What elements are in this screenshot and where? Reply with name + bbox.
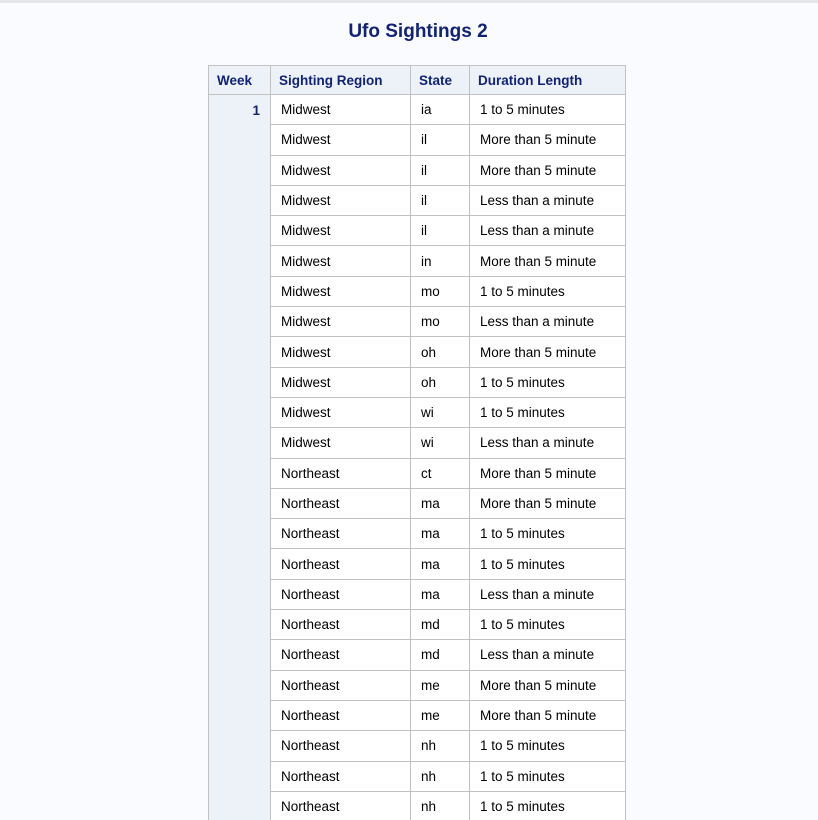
cell-state: mo xyxy=(411,277,470,307)
cell-state: ma xyxy=(411,549,470,579)
cell-sighting-region: Northeast xyxy=(271,459,411,489)
cell-state: md xyxy=(411,610,470,640)
table-row xyxy=(209,580,626,610)
cell-state: nh xyxy=(411,731,470,761)
cell-duration-length: More than 5 minute xyxy=(470,671,626,701)
cell-sighting-region: Northeast xyxy=(271,640,411,670)
cell-duration-length: Less than a minute xyxy=(470,580,626,610)
cell-sighting-region: Northeast xyxy=(271,792,411,820)
cell-sighting-region: Midwest xyxy=(271,277,411,307)
cell-sighting-region: Northeast xyxy=(271,671,411,701)
cell-state: il xyxy=(411,156,470,186)
cell-state: oh xyxy=(411,337,470,367)
cell-sighting-region: Northeast xyxy=(271,549,411,579)
table-row xyxy=(209,519,626,549)
cell-duration-length: 1 to 5 minutes xyxy=(470,762,626,792)
table-row xyxy=(209,549,626,579)
cell-state: ma xyxy=(411,580,470,610)
cell-duration-length: More than 5 minute xyxy=(470,701,626,731)
cell-duration-length: More than 5 minute xyxy=(470,125,626,155)
cell-duration-length: More than 5 minute xyxy=(470,459,626,489)
column-header-sighting-region: Sighting Region xyxy=(271,66,411,95)
cell-sighting-region: Northeast xyxy=(271,762,411,792)
cell-duration-length: 1 to 5 minutes xyxy=(470,277,626,307)
cell-state: ct xyxy=(411,459,470,489)
cell-sighting-region: Midwest xyxy=(271,398,411,428)
cell-sighting-region: Midwest xyxy=(271,216,411,246)
table-row xyxy=(209,459,626,489)
table-header-row xyxy=(209,66,626,95)
cell-sighting-region: Midwest xyxy=(271,337,411,367)
table-row xyxy=(209,731,626,761)
column-header-state: State xyxy=(411,66,470,95)
cell-state: il xyxy=(411,125,470,155)
cell-state: nh xyxy=(411,762,470,792)
cell-state: md xyxy=(411,640,470,670)
cell-state: me xyxy=(411,671,470,701)
cell-state: oh xyxy=(411,368,470,398)
cell-sighting-region: Midwest xyxy=(271,246,411,276)
table-row xyxy=(209,428,626,458)
cell-duration-length: 1 to 5 minutes xyxy=(470,731,626,761)
cell-duration-length: Less than a minute xyxy=(470,307,626,337)
cell-sighting-region: Midwest xyxy=(271,186,411,216)
cell-state: ma xyxy=(411,519,470,549)
cell-sighting-region: Northeast xyxy=(271,580,411,610)
table-row xyxy=(209,125,626,155)
table-row xyxy=(209,640,626,670)
cell-sighting-region: Northeast xyxy=(271,489,411,519)
sightings-table xyxy=(208,65,626,820)
cell-state: il xyxy=(411,186,470,216)
table-row xyxy=(209,156,626,186)
table-row xyxy=(209,246,626,276)
cell-state: in xyxy=(411,246,470,276)
cell-week: 1 xyxy=(209,95,271,820)
cell-sighting-region: Midwest xyxy=(271,368,411,398)
cell-duration-length: 1 to 5 minutes xyxy=(470,610,626,640)
cell-sighting-region: Midwest xyxy=(271,95,411,125)
cell-sighting-region: Midwest xyxy=(271,428,411,458)
cell-duration-length: More than 5 minute xyxy=(470,337,626,367)
table-row xyxy=(209,398,626,428)
table-row xyxy=(209,95,626,125)
table-row xyxy=(209,701,626,731)
table-row xyxy=(209,186,626,216)
cell-state: nh xyxy=(411,792,470,820)
cell-duration-length: Less than a minute xyxy=(470,640,626,670)
table-body xyxy=(209,95,626,820)
cell-duration-length: More than 5 minute xyxy=(470,156,626,186)
column-header-duration-length: Duration Length xyxy=(470,66,626,95)
column-header-week: Week xyxy=(209,66,271,95)
table-row xyxy=(209,610,626,640)
cell-state: mo xyxy=(411,307,470,337)
cell-state: wi xyxy=(411,398,470,428)
cell-state: ia xyxy=(411,95,470,125)
cell-duration-length: 1 to 5 minutes xyxy=(470,549,626,579)
cell-state: me xyxy=(411,701,470,731)
cell-duration-length: More than 5 minute xyxy=(470,246,626,276)
table-row xyxy=(209,337,626,367)
table-row xyxy=(209,368,626,398)
cell-duration-length: Less than a minute xyxy=(470,216,626,246)
cell-duration-length: 1 to 5 minutes xyxy=(470,519,626,549)
cell-sighting-region: Northeast xyxy=(271,701,411,731)
cell-sighting-region: Midwest xyxy=(271,125,411,155)
table-row xyxy=(209,671,626,701)
cell-sighting-region: Northeast xyxy=(271,731,411,761)
cell-sighting-region: Midwest xyxy=(271,156,411,186)
cell-state: il xyxy=(411,216,470,246)
table-row xyxy=(209,216,626,246)
table-row xyxy=(209,277,626,307)
table-row xyxy=(209,489,626,519)
cell-duration-length: More than 5 minute xyxy=(470,489,626,519)
cell-state: wi xyxy=(411,428,470,458)
cell-sighting-region: Midwest xyxy=(271,307,411,337)
table-row xyxy=(209,792,626,820)
cell-sighting-region: Northeast xyxy=(271,610,411,640)
cell-duration-length: Less than a minute xyxy=(470,186,626,216)
cell-duration-length: Less than a minute xyxy=(470,428,626,458)
cell-duration-length: 1 to 5 minutes xyxy=(470,792,626,820)
cell-duration-length: 1 to 5 minutes xyxy=(470,95,626,125)
cell-duration-length: 1 to 5 minutes xyxy=(470,368,626,398)
table-row xyxy=(209,762,626,792)
table-row xyxy=(209,307,626,337)
cell-state: ma xyxy=(411,489,470,519)
cell-duration-length: 1 to 5 minutes xyxy=(470,398,626,428)
report-title: Ufo Sightings 2 xyxy=(348,21,488,42)
cell-sighting-region: Northeast xyxy=(271,519,411,549)
